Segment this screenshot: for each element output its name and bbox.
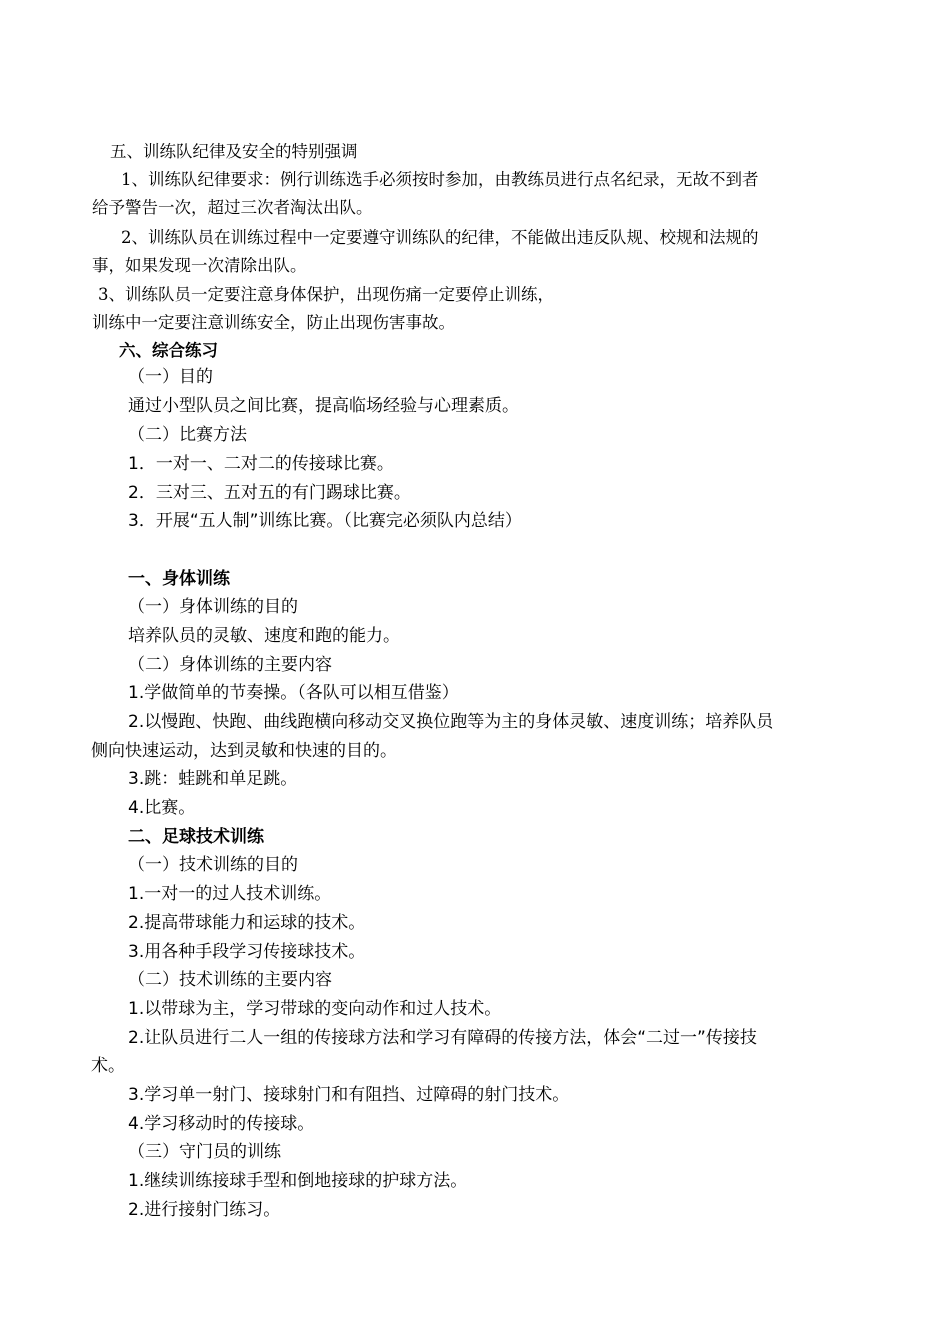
- subheading: （一）目的: [128, 367, 213, 387]
- section-heading-technique: 二、足球技术训练: [128, 827, 264, 847]
- paragraph-line: 2、训练队员在训练过程中一定要遵守训练队的纪律，不能做出违反队规、校规和法规的: [121, 228, 759, 247]
- section-heading-physical: 一、身体训练: [128, 569, 230, 589]
- section-heading-discipline: 五、训练队纪律及安全的特别强调: [110, 142, 358, 161]
- list-item: 4.学习移动时的传接球。: [128, 1114, 315, 1134]
- list-item-continuation: 术。: [91, 1056, 125, 1076]
- paragraph-line: 3、训练队员一定要注意身体保护，出现伤痛一定要停止训练，: [98, 285, 554, 304]
- subheading: （二）技术训练的主要内容: [128, 970, 332, 990]
- list-item: 2.让队员进行二人一组的传接球方法和学习有障碍的传接方法，体会“二过一”传接技: [128, 1028, 757, 1048]
- subheading: （三）守门员的训练: [128, 1142, 281, 1162]
- list-item: 2．三对三、五对五的有门踢球比赛。: [128, 483, 411, 503]
- list-item: 3.学习单一射门、接球射门和有阻挡、过障碍的射门技术。: [128, 1085, 570, 1105]
- paragraph-line: 培养队员的灵敏、速度和跑的能力。: [128, 626, 400, 646]
- list-item: 3．开展“五人制”训练比赛。（比赛完必须队内总结）: [128, 511, 522, 531]
- list-item: 3.跳：蛙跳和单足跳。: [128, 769, 298, 789]
- list-item: 1.学做简单的节奏操。（各队可以相互借鉴）: [128, 683, 459, 703]
- list-item: 1.一对一的过人技术训练。: [128, 884, 332, 904]
- paragraph-line: 通过小型队员之间比赛，提高临场经验与心理素质。: [128, 396, 519, 416]
- subheading: （二）身体训练的主要内容: [128, 655, 332, 675]
- paragraph-line: 训练中一定要注意训练安全，防止出现伤害事故。: [92, 313, 455, 332]
- list-item: 3.用各种手段学习传接球技术。: [128, 942, 366, 962]
- list-item: 1．一对一、二对二的传接球比赛。: [128, 454, 394, 474]
- list-item-continuation: 侧向快速运动，达到灵敏和快速的目的。: [91, 741, 397, 761]
- section-heading-comprehensive: 六、综合练习: [119, 341, 218, 360]
- list-item: 4.比赛。: [128, 798, 196, 818]
- paragraph-line: 1、训练队纪律要求：例行训练选手必须按时参加，由教练员进行点名纪录，无故不到者: [121, 170, 759, 189]
- list-item: 2.以慢跑、快跑、曲线跑横向移动交叉换位跑等为主的身体灵敏、速度训练；培养队员: [128, 712, 774, 732]
- list-item: 1.以带球为主，学习带球的变向动作和过人技术。: [128, 999, 502, 1019]
- paragraph-line: 事，如果发现一次清除出队。: [92, 256, 307, 275]
- list-item: 2.提高带球能力和运球的技术。: [128, 913, 366, 933]
- subheading: （一）身体训练的目的: [128, 597, 298, 617]
- list-item: 2.进行接射门练习。: [128, 1200, 281, 1220]
- subheading: （二）比赛方法: [128, 425, 247, 445]
- subheading: （一）技术训练的目的: [128, 855, 298, 875]
- list-item: 1.继续训练接球手型和倒地接球的护球方法。: [128, 1171, 468, 1191]
- paragraph-line: 给予警告一次，超过三次者淘汰出队。: [92, 198, 373, 217]
